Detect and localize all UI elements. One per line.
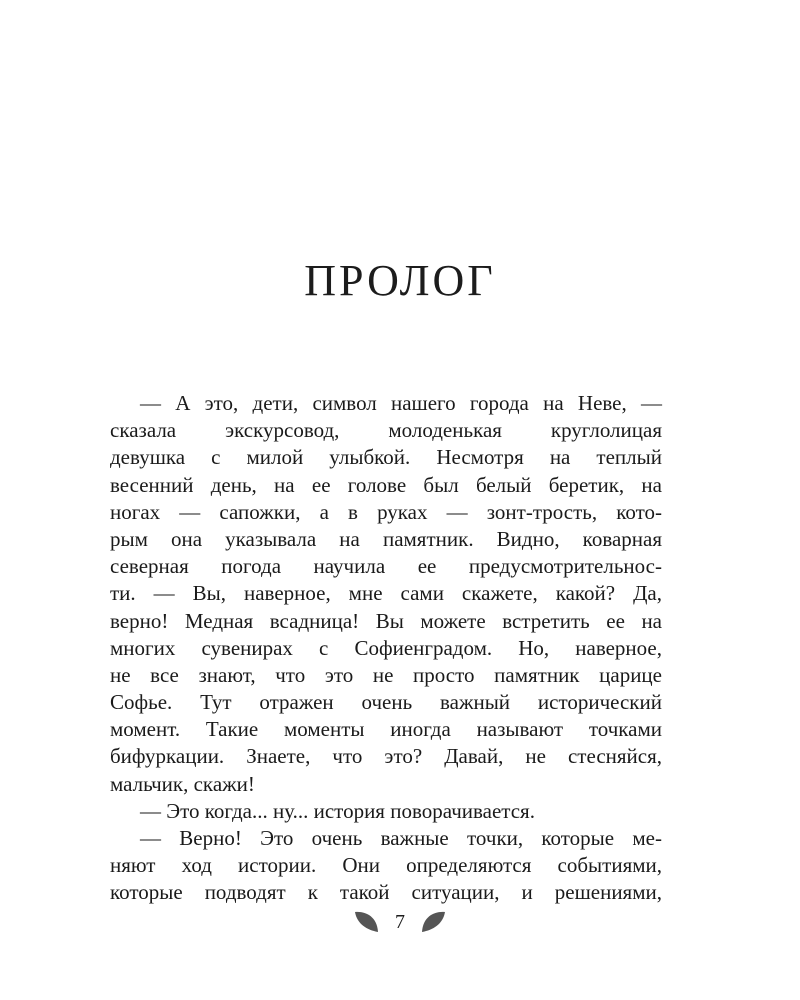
text-line: весенний день, на ее голове был белый беретик, на: [110, 472, 662, 497]
text-line: мальчик, скажи!: [110, 771, 255, 796]
text-line: верно! Медная всадница! Вы можете встретить ее на: [110, 608, 662, 633]
text-line: многих сувенирах с Софиенградом. Но, наверное,: [110, 635, 662, 660]
text-line: — Верно! Это очень важные точки, которые ме-: [140, 826, 662, 850]
text-line: бифуркации. Знаете, что это? Давай, не стесняйся,: [110, 744, 662, 769]
page-footer: [0, 908, 800, 936]
page-number: 7: [395, 910, 405, 933]
text-line: момент. Такие моменты иногда называют точками: [110, 717, 662, 742]
text-line: северная погода научила ее предусмотрительнос-: [110, 554, 662, 579]
text-line: — А это, дети, символ нашего города на Неве, —: [140, 391, 662, 415]
text-line: ти. — Вы, наверное, мне сами скажете, какой? Да,: [110, 581, 662, 606]
text-line: Софье. Тут отражен очень важный исторический: [110, 690, 662, 715]
body-text: [110, 390, 662, 907]
leaf-right-icon: [419, 908, 447, 936]
text-line: девушка с милой улыбкой. Несмотря на теплый: [110, 445, 662, 470]
text-line: рым она указывала на памятник. Видно, коварная: [110, 526, 662, 551]
text-line: сказала экскурсовод, молоденькая круглолицая: [110, 418, 662, 443]
leaf-left-icon: [353, 908, 381, 936]
chapter-title: ПРОЛОГ: [304, 256, 496, 305]
text-line: не все знают, что это не просто памятник царице: [110, 662, 662, 687]
text-line: ногах — сапожки, а в руках — зонт-трость, кото-: [110, 499, 662, 524]
text-line: которые подводят к такой ситуации, и решениями,: [110, 880, 662, 905]
text-line: няют ход истории. Они определяются событиями,: [110, 853, 662, 878]
text-line: — Это когда... ну... история поворачивается.: [140, 798, 535, 823]
